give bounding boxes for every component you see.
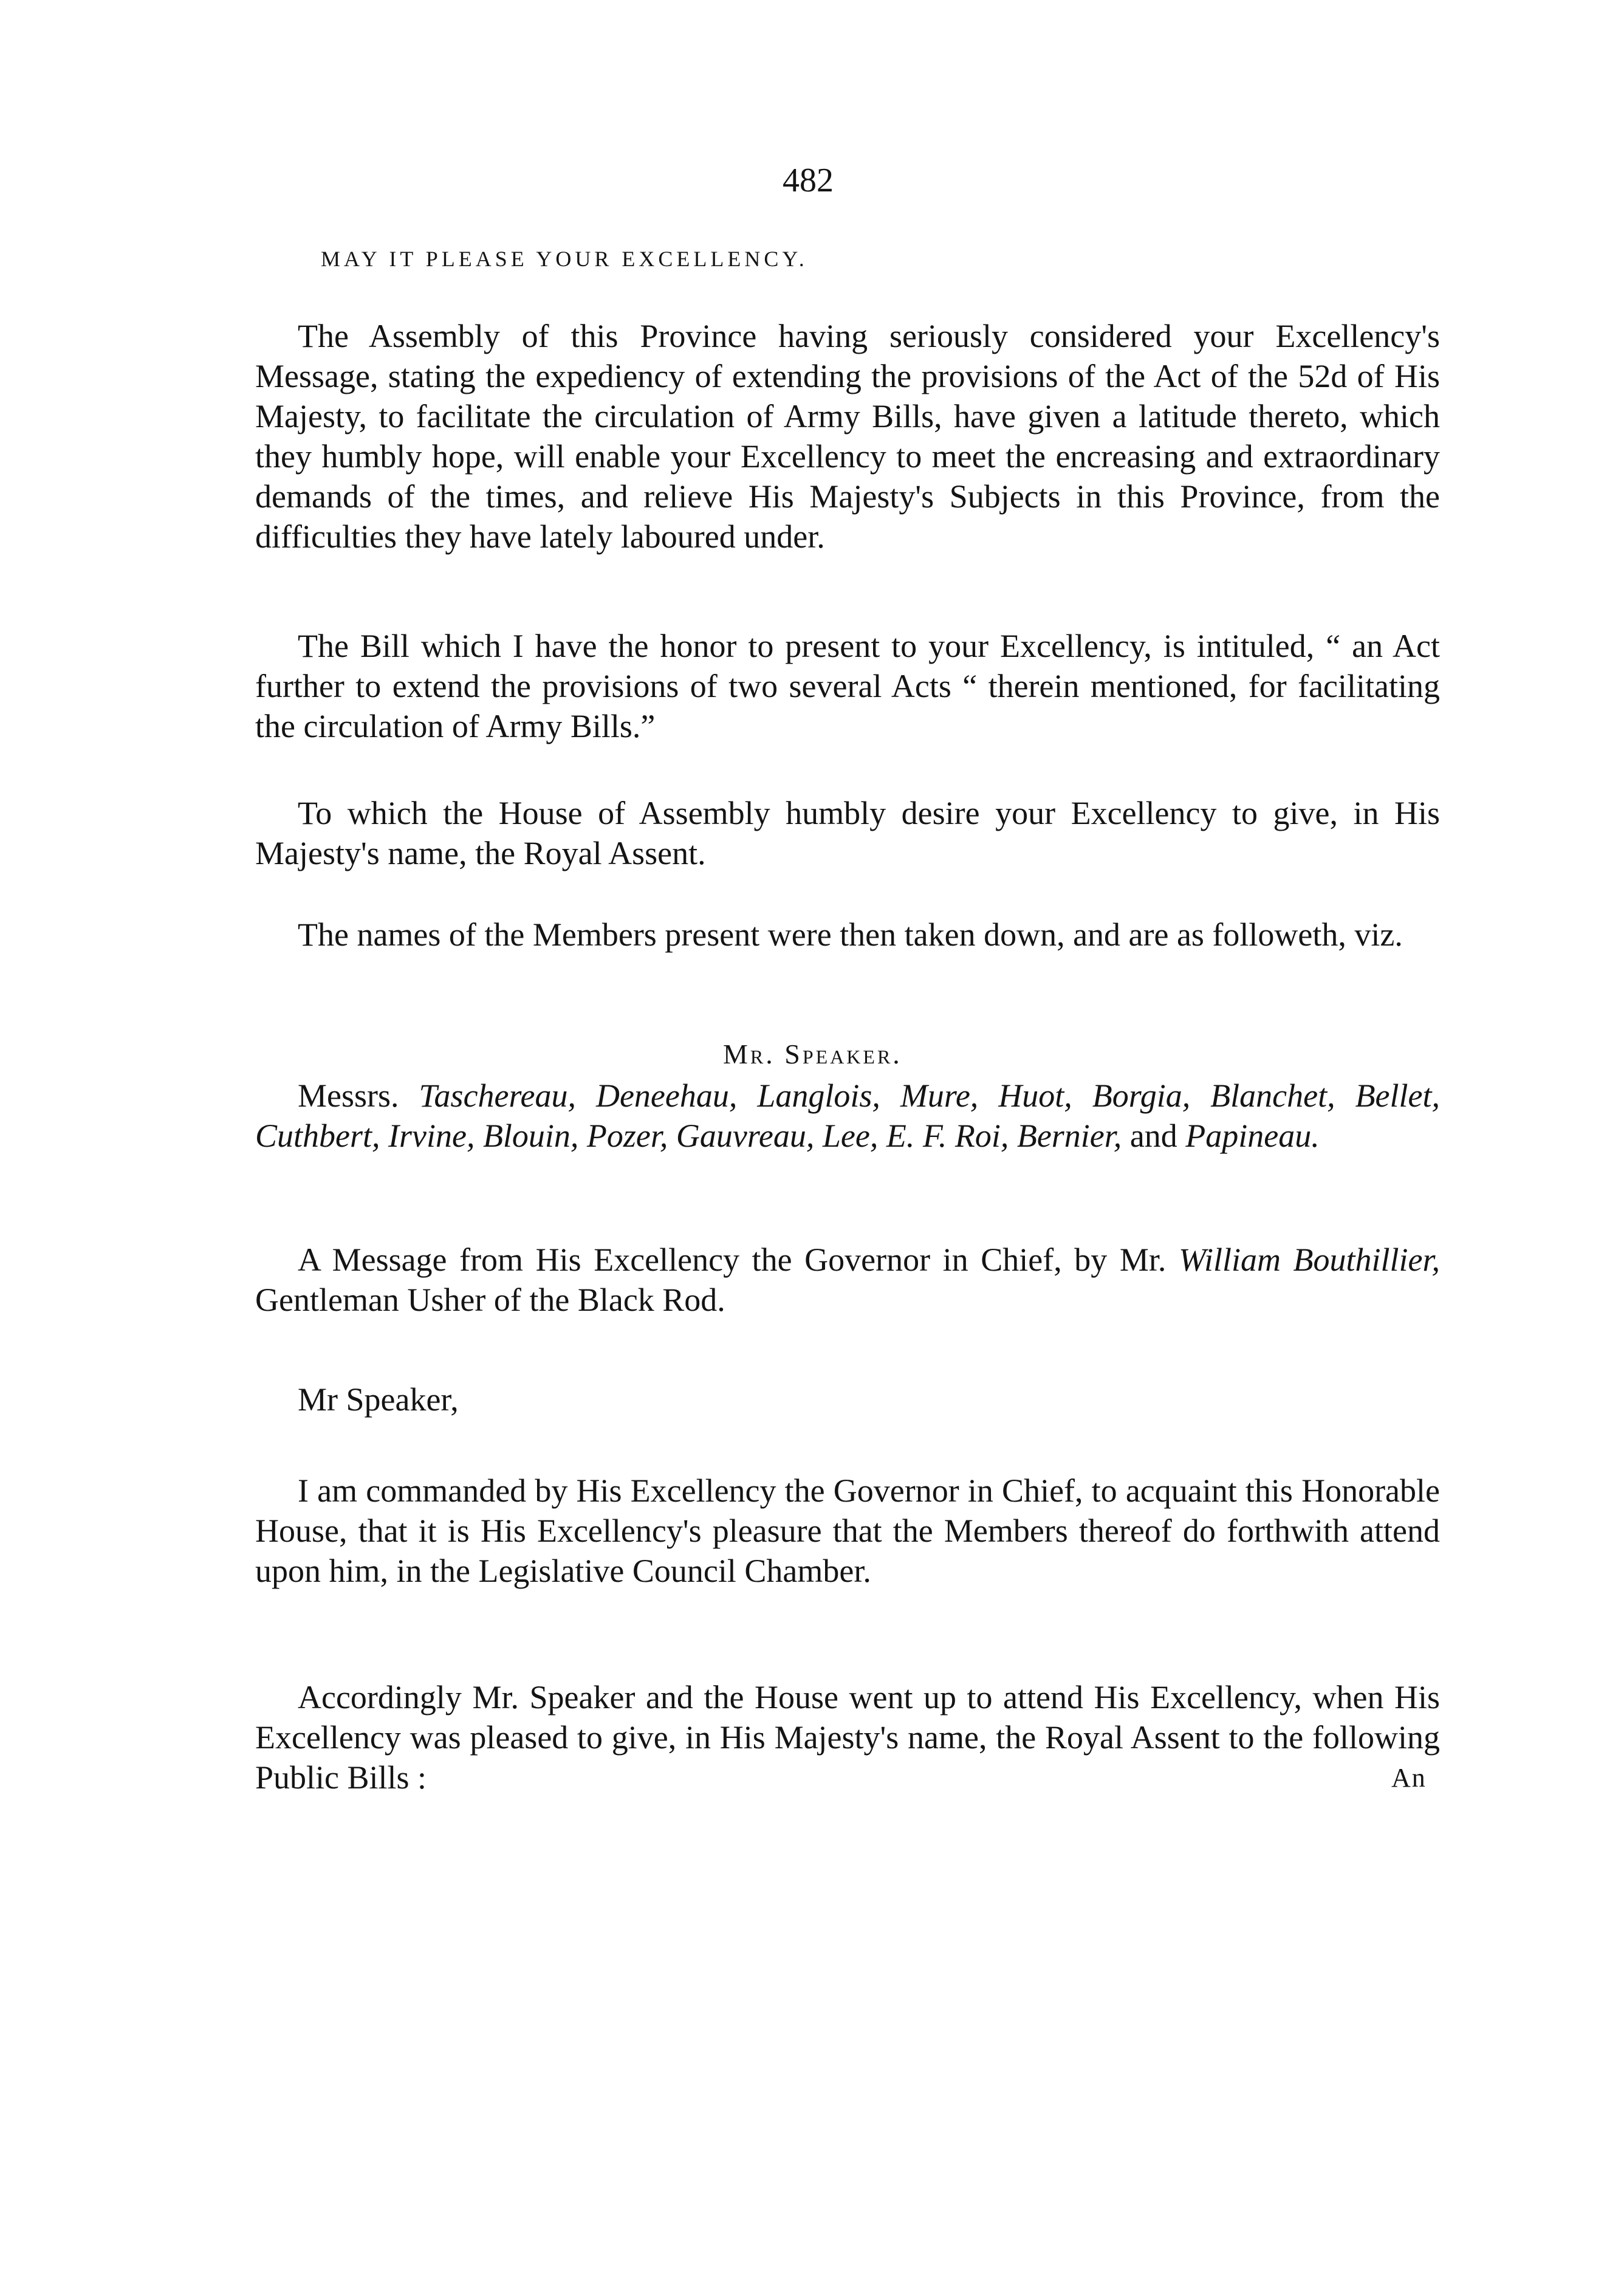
speaker-heading: Mr. Speaker.: [723, 1039, 902, 1070]
royal-assent-request-paragraph: To which the House of Assembly humbly desire your Excellency to give, in His Majesty's name, the Royal Assent.: [255, 795, 1440, 871]
members-prefix: Messrs.: [298, 1077, 399, 1114]
black-rod-paragraph: [255, 1240, 1440, 1320]
members-list: [255, 1076, 1440, 1156]
catchword: An: [1391, 1763, 1427, 1793]
bill-title-paragraph: The Bill which I have the honor to present to your Excellency, is intituled, “ an Act further to extend the provisions of two several Acts “ therein mentioned, for facilitating the circulation of Army Bills.”: [255, 628, 1440, 744]
black-rod-before: A Message from His Excellency the Governor in Chief, by Mr.: [298, 1242, 1167, 1278]
speaker-address: Mr Speaker,: [298, 1381, 459, 1418]
command-paragraph: I am commanded by His Excellency the Governor in Chief, to acquaint this Honorable House, that it is His Excellency's pleasure that the Members thereof do forthwith attend upon him, in the Legislative Council Chamber.: [255, 1472, 1440, 1589]
black-rod-after: Gentleman Usher of the Black Rod.: [255, 1282, 725, 1318]
members-last: Papineau.: [1185, 1118, 1320, 1154]
assembly-reply-paragraph: The Assembly of this Province having seriously considered your Excellency's Message, stating the expediency of extending the provisions of the Act of the 52d of His Majesty, to facilitate the circulation of Army Bills, have given a latitude thereto, which they humbly hope, will enable your Excellency to meet the encreasing and extraordinary demands of the times, and relieve His Majesty's Subjects in this Province, from the difficulties they have lately laboured under.: [255, 318, 1440, 555]
salutation: MAY IT PLEASE YOUR EXCELLENCY.: [321, 247, 808, 271]
members-intro-paragraph: The names of the Members present were then taken down, and are as followeth, viz.: [298, 916, 1403, 953]
page-number: 482: [783, 162, 834, 199]
members-conjunction: and: [1129, 1118, 1177, 1154]
black-rod-name: William Bouthillier,: [1178, 1242, 1441, 1278]
members-names: Taschereau, Deneehau, Langlois, Mure, Huot, Borgia, Blanchet, Bellet, Cuthbert, Irvine, Blouin, Pozer, Gauvreau, Lee, E. F. Roi, Bernier,: [255, 1077, 1440, 1154]
accordingly-paragraph: Accordingly Mr. Speaker and the House went up to attend His Excellency, when His Excellency was pleased to give, in His Majesty's name, the Royal Assent to the following Public Bills :: [255, 1679, 1440, 1796]
